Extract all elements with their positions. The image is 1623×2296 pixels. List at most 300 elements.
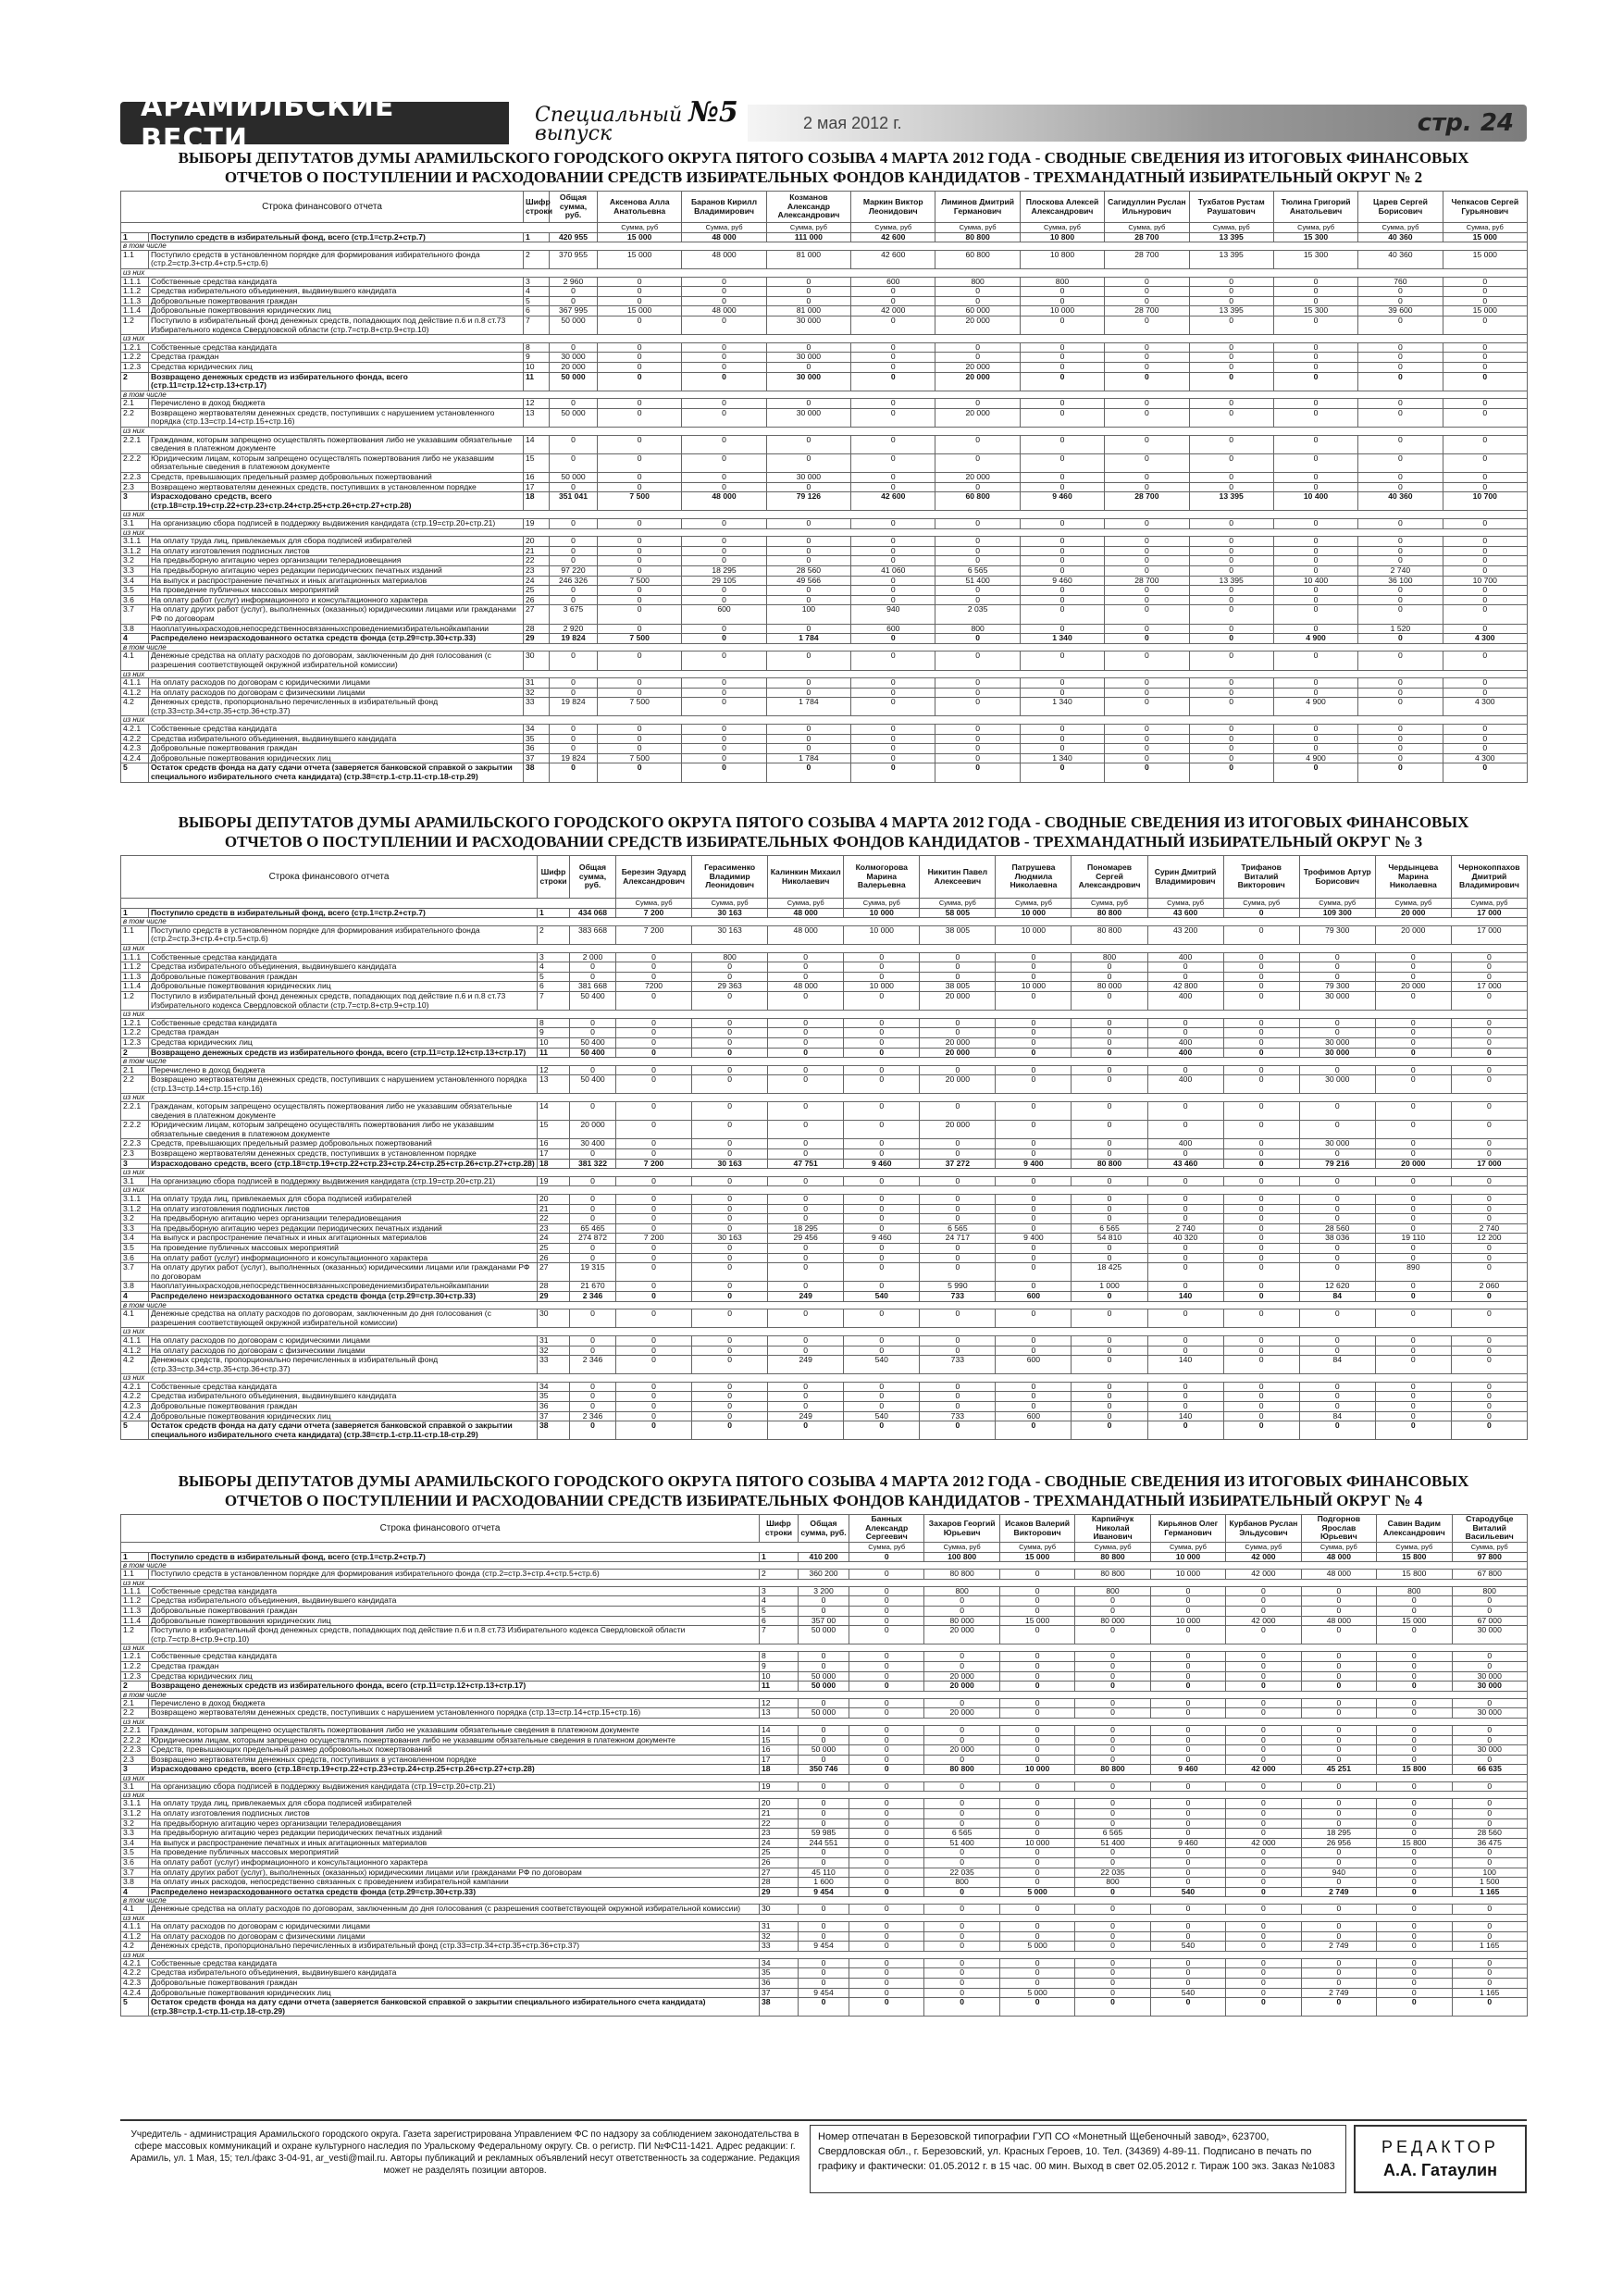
row-value: 0 — [1223, 1234, 1299, 1244]
row-value: 0 — [1189, 353, 1273, 363]
row-value: 0 — [849, 1878, 924, 1888]
row-value: 2 740 — [1147, 1223, 1223, 1234]
row-value: 0 — [849, 1858, 924, 1868]
unit-label: Сумма, руб — [999, 1543, 1074, 1553]
finance-table — [120, 855, 1528, 1440]
table-row — [121, 634, 1528, 644]
row-value: 6 565 — [1072, 1223, 1147, 1234]
row-label: На предвыборную агитацию через организации телерадиовещания — [149, 1818, 760, 1829]
row-value: 0 — [999, 1661, 1074, 1671]
row-value: 0 — [1273, 277, 1357, 287]
row-value: 0 — [1189, 688, 1273, 698]
table-row — [121, 1606, 1528, 1616]
row-value: 42 000 — [1226, 1838, 1301, 1848]
row-value: 0 — [598, 678, 682, 689]
row-value: 0 — [692, 1243, 768, 1253]
row-value: 0 — [1358, 399, 1443, 409]
row-value: 0 — [692, 1204, 768, 1214]
row-value: 0 — [1443, 678, 1527, 689]
header-label: Строка финансового отчета — [121, 856, 538, 899]
row-value: 0 — [924, 1905, 999, 1915]
row-value: 0 — [1020, 595, 1104, 605]
row-total: 50 000 — [799, 1626, 849, 1644]
row-value: 79 126 — [766, 492, 850, 511]
row-value: 0 — [1223, 1223, 1299, 1234]
row-code: 9 — [538, 1028, 570, 1038]
row-code: 35 — [524, 734, 550, 744]
row-value: 0 — [1358, 316, 1443, 334]
row-label: Добровольные пожертвования юридических лиц — [149, 753, 524, 763]
table-row — [121, 1887, 1528, 1897]
row-value: 0 — [598, 763, 682, 782]
row-value: 0 — [1358, 482, 1443, 492]
row-value: 0 — [1072, 1291, 1147, 1301]
candidate-name: Банных Александр Сергеевич — [849, 1515, 924, 1543]
table-row — [121, 1878, 1528, 1888]
row-value: 0 — [692, 1356, 768, 1374]
row-code: 14 — [760, 1725, 799, 1735]
row-total: 0 — [570, 1149, 616, 1160]
row-number: 4.2.3 — [121, 744, 149, 754]
row-value: 0 — [682, 287, 766, 297]
row-value: 0 — [1377, 1988, 1452, 1998]
row-value: 0 — [1147, 1121, 1223, 1139]
report-district-3 — [120, 813, 1527, 1440]
subheading: из них — [121, 1328, 1528, 1336]
row-value: 0 — [996, 1392, 1072, 1402]
row-value: 0 — [598, 473, 682, 483]
table-row — [121, 316, 1528, 334]
row-value: 0 — [682, 652, 766, 670]
row-value: 0 — [1223, 1048, 1299, 1058]
row-value: 0 — [1377, 1868, 1452, 1878]
row-value: 0 — [1375, 1309, 1451, 1328]
row-value: 0 — [935, 586, 1020, 596]
row-value: 40 360 — [1358, 250, 1443, 268]
row-value: 0 — [1105, 763, 1189, 782]
row-value: 0 — [1375, 1411, 1451, 1421]
row-number: 4.2.4 — [121, 1411, 149, 1421]
row-label: Возвращено жертвователям денежных средств, поступивших в установленном порядке — [149, 1149, 538, 1160]
row-value: 0 — [1189, 698, 1273, 716]
row-value: 0 — [849, 1755, 924, 1765]
row-value: 0 — [1223, 1253, 1299, 1263]
row-value: 0 — [849, 1570, 924, 1580]
row-value: 0 — [1299, 1065, 1375, 1075]
row-label: На оплату расходов по договорам с юридическими лицами — [149, 678, 524, 689]
row-total: 357 00 — [799, 1616, 849, 1626]
row-value: 0 — [1377, 1887, 1452, 1897]
row-value: 0 — [1299, 1263, 1375, 1282]
candidate-name: Лиминов Дмитрий Германович — [935, 192, 1020, 223]
row-code: 11 — [524, 372, 550, 391]
row-value: 0 — [1452, 1968, 1527, 1979]
row-code: 32 — [524, 688, 550, 698]
row-value: 0 — [849, 1998, 924, 2017]
table-row — [121, 1204, 1528, 1214]
row-value: 0 — [1451, 1149, 1527, 1160]
row-value: 0 — [1223, 1139, 1299, 1149]
row-value: 30 000 — [766, 372, 850, 391]
row-number: 2.3 — [121, 1755, 149, 1765]
row-value: 20 000 — [1375, 982, 1451, 992]
table-row — [121, 725, 1528, 735]
row-value: 0 — [1443, 763, 1527, 782]
row-value: 0 — [1150, 1671, 1225, 1682]
row-value: 13 395 — [1189, 576, 1273, 586]
row-value: 0 — [1020, 453, 1104, 472]
row-value: 0 — [1105, 556, 1189, 566]
row-code: 14 — [524, 435, 550, 453]
row-value: 0 — [1443, 537, 1527, 547]
row-number: 4.1.1 — [121, 1922, 149, 1932]
row-value: 0 — [1223, 952, 1299, 962]
row-label: На оплату расходов по договорам с физическими лицами — [149, 688, 524, 698]
row-value: 0 — [598, 688, 682, 698]
row-label: Средства избирательного объединения, выдвинувшего кандидата — [149, 1968, 760, 1979]
row-label: Израсходовано средств, всего (стр.18=стр.19+стр.22+стр.23+стр.24+стр.25+стр.26+стр.27+стр.28) — [149, 1765, 760, 1775]
row-value: 890 — [1375, 1263, 1451, 1282]
row-value: 0 — [766, 435, 850, 453]
row-value: 0 — [1299, 1253, 1375, 1263]
table-row — [121, 1671, 1528, 1682]
row-value: 0 — [844, 1346, 920, 1356]
row-value: 0 — [1072, 1065, 1147, 1075]
table-row — [121, 1253, 1528, 1263]
row-value: 0 — [1075, 1968, 1150, 1979]
row-value: 0 — [1105, 546, 1189, 556]
row-code: 17 — [524, 482, 550, 492]
table-row — [121, 1421, 1528, 1440]
row-value: 0 — [692, 1037, 768, 1048]
row-label: Средства избирательного объединения, выдвинувшего кандидата — [149, 287, 524, 297]
row-number: 4.2 — [121, 1356, 149, 1374]
row-value: 0 — [1226, 1606, 1301, 1616]
row-code: 24 — [524, 576, 550, 586]
row-value: 20 000 — [1375, 908, 1451, 918]
row-value: 0 — [924, 1661, 999, 1671]
row-value: 0 — [1299, 1102, 1375, 1121]
row-value: 2 749 — [1301, 1887, 1376, 1897]
row-value: 38 036 — [1299, 1234, 1375, 1244]
row-value: 0 — [1443, 688, 1527, 698]
row-total: 246 326 — [550, 576, 598, 586]
row-value: 0 — [1301, 1905, 1376, 1915]
row-value: 0 — [1189, 565, 1273, 576]
row-value: 0 — [844, 1309, 920, 1328]
row-value: 0 — [598, 744, 682, 754]
row-label: Средств, превышающих предельный размер добровольных пожертвований — [149, 1745, 760, 1756]
row-value: 0 — [1452, 1799, 1527, 1809]
row-value: 0 — [766, 546, 850, 556]
row-number: 2.1 — [121, 1698, 149, 1708]
row-total: 0 — [550, 519, 598, 529]
table-row — [121, 1028, 1528, 1038]
row-number: 1.2.2 — [121, 353, 149, 363]
row-value: 0 — [1301, 1858, 1376, 1868]
row-number: 4.1 — [121, 1309, 149, 1328]
row-value: 0 — [1375, 1382, 1451, 1392]
row-code: 24 — [538, 1234, 570, 1244]
row-value: 67 000 — [1452, 1616, 1527, 1626]
row-value: 0 — [768, 1176, 844, 1186]
row-value: 10 000 — [999, 1838, 1074, 1848]
row-value: 0 — [1443, 652, 1527, 670]
row-value: 0 — [1020, 353, 1104, 363]
row-value: 0 — [616, 1392, 692, 1402]
row-code: 20 — [538, 1195, 570, 1205]
row-value: 0 — [844, 1065, 920, 1075]
row-number: 4 — [121, 1887, 149, 1897]
row-label: Поступило в избирательный фонд денежных средств, попадающих под действие п.6 и п.8 ст.73 Избирательного кодекса Свердловской области (стр.7=стр.8+стр.9+стр.10) — [149, 316, 524, 334]
row-value: 0 — [1451, 962, 1527, 973]
row-value: 0 — [844, 1075, 920, 1094]
row-value: 0 — [1189, 753, 1273, 763]
row-number: 2.2.1 — [121, 1725, 149, 1735]
row-value: 0 — [1358, 652, 1443, 670]
row-value: 400 — [1147, 1048, 1223, 1058]
row-value: 0 — [924, 1958, 999, 1968]
row-value: 0 — [598, 372, 682, 391]
row-value: 0 — [616, 1139, 692, 1149]
row-code: 23 — [524, 565, 550, 576]
row-value: 0 — [1226, 1958, 1301, 1968]
row-code: 12 — [760, 1698, 799, 1708]
row-value: 0 — [996, 1346, 1072, 1356]
row-code: 7 — [538, 991, 570, 1010]
row-value: 0 — [1375, 1028, 1451, 1038]
row-value: 0 — [1189, 763, 1273, 782]
row-value: 0 — [1452, 1661, 1527, 1671]
row-value: 0 — [616, 1346, 692, 1356]
row-code: 11 — [538, 1048, 570, 1058]
row-value: 0 — [1223, 1346, 1299, 1356]
row-total: 3 200 — [799, 1586, 849, 1596]
row-value: 0 — [844, 1214, 920, 1224]
candidate-name: Герасименко Владимир Леонидович — [692, 856, 768, 899]
row-label: Денежных средств, пропорционально перечисленных в избирательный фонд (стр.33=стр.34+стр.35+стр.36+стр.37) — [149, 1942, 760, 1952]
row-value: 20 000 — [1375, 1159, 1451, 1169]
row-value: 0 — [851, 435, 935, 453]
row-total: 0 — [570, 1065, 616, 1075]
row-total: 0 — [570, 1195, 616, 1205]
row-value: 0 — [598, 482, 682, 492]
row-label: Средства избирательного объединения, выдвинувшего кандидата — [149, 734, 524, 744]
row-label: Гражданам, которым запрещено осуществлять пожертвования либо не указавшим обязательные сведения в платежном документе — [149, 1102, 538, 1121]
row-value: 0 — [1226, 1745, 1301, 1756]
row-code: 16 — [760, 1745, 799, 1756]
row-value: 67 800 — [1452, 1570, 1527, 1580]
row-value: 0 — [616, 1195, 692, 1205]
row-value: 0 — [1358, 473, 1443, 483]
row-value: 2 035 — [935, 605, 1020, 624]
table-row — [121, 1725, 1528, 1735]
row-value: 0 — [1273, 473, 1357, 483]
row-value: 80 800 — [1075, 1570, 1150, 1580]
row-total: 0 — [799, 1735, 849, 1745]
row-value: 0 — [1377, 1858, 1452, 1868]
row-value: 0 — [996, 1028, 1072, 1038]
row-value: 0 — [844, 1139, 920, 1149]
row-value: 84 — [1299, 1356, 1375, 1374]
row-value: 0 — [924, 1968, 999, 1979]
row-total: 0 — [570, 962, 616, 973]
unit-label: Сумма, руб — [1105, 223, 1189, 233]
row-label: На оплату работ (услуг) информационного и консультационного характера — [149, 595, 524, 605]
row-value: 0 — [1147, 1402, 1223, 1412]
row-value: 10 000 — [1020, 306, 1104, 316]
row-value: 0 — [935, 744, 1020, 754]
row-number: 1.1 — [121, 925, 149, 944]
row-value: 0 — [766, 519, 850, 529]
row-label: На оплату расходов по договорам с юридическими лицами — [149, 1922, 760, 1932]
row-value: 0 — [598, 725, 682, 735]
row-value: 0 — [1189, 342, 1273, 353]
table-row — [121, 1382, 1528, 1392]
row-label: Средства граждан — [149, 1028, 538, 1038]
row-value: 0 — [1301, 1596, 1376, 1607]
row-value: 0 — [844, 1382, 920, 1392]
row-total: 9 454 — [799, 1887, 849, 1897]
row-value: 15 000 — [598, 232, 682, 242]
row-value: 0 — [1075, 1708, 1150, 1719]
row-value: 0 — [1223, 1411, 1299, 1421]
row-value: 0 — [1375, 991, 1451, 1010]
row-value: 0 — [1020, 652, 1104, 670]
row-value: 0 — [1189, 595, 1273, 605]
row-value: 0 — [1273, 734, 1357, 744]
row-code: 34 — [760, 1958, 799, 1968]
row-total: 0 — [799, 1799, 849, 1809]
row-value: 0 — [1299, 972, 1375, 982]
row-value: 0 — [1075, 1942, 1150, 1952]
row-value: 20 000 — [924, 1626, 999, 1644]
row-value: 0 — [1443, 519, 1527, 529]
row-number: 1.1.3 — [121, 972, 149, 982]
row-value: 0 — [1443, 624, 1527, 634]
row-value: 0 — [1451, 1263, 1527, 1282]
row-value: 7 200 — [616, 908, 692, 918]
row-value: 0 — [1375, 1346, 1451, 1356]
row-value: 0 — [924, 1978, 999, 1988]
row-value: 0 — [1377, 1998, 1452, 2017]
row-value: 0 — [1375, 1214, 1451, 1224]
row-value: 0 — [616, 1253, 692, 1263]
row-label: На проведение публичных массовых мероприятий — [149, 586, 524, 596]
row-value: 0 — [996, 1102, 1072, 1121]
row-label: Распределено неизрасходованного остатка средств фонда (стр.29=стр.30+стр.33) — [149, 634, 524, 644]
row-value: 0 — [1020, 624, 1104, 634]
candidate-name: Березин Эдуард Александрович — [616, 856, 692, 899]
row-value: 0 — [766, 725, 850, 735]
row-value: 0 — [999, 1735, 1074, 1745]
row-value: 2 749 — [1301, 1942, 1376, 1952]
row-value: 0 — [1452, 1848, 1527, 1858]
row-value: 0 — [1075, 1931, 1150, 1942]
unit-label: Сумма, руб — [1443, 223, 1527, 233]
row-value: 28 700 — [1105, 492, 1189, 511]
row-value: 15 800 — [1377, 1838, 1452, 1848]
row-value: 0 — [851, 652, 935, 670]
row-value: 400 — [1147, 1075, 1223, 1094]
row-code: 9 — [524, 353, 550, 363]
row-value: 0 — [1358, 698, 1443, 716]
row-value: 37 272 — [920, 1159, 996, 1169]
row-value: 42 600 — [851, 250, 935, 268]
row-value: 0 — [1375, 1121, 1451, 1139]
row-value: 0 — [1273, 595, 1357, 605]
row-number: 3.8 — [121, 624, 149, 634]
row-value: 7 200 — [616, 1159, 692, 1169]
row-label: Денежные средства на оплату расходов по договорам, заключенным до дня голосования (с разрешения соответствующей окружной избирательной комиссии) — [149, 1309, 538, 1328]
row-total: 244 551 — [799, 1838, 849, 1848]
row-label: Перечислено в доход бюджета — [149, 1698, 760, 1708]
row-value: 2 060 — [1451, 1282, 1527, 1292]
row-value: 0 — [768, 1263, 844, 1282]
row-value: 0 — [1443, 277, 1527, 287]
row-value: 0 — [1075, 1698, 1150, 1708]
row-value: 0 — [849, 1978, 924, 1988]
row-value: 0 — [1075, 1725, 1150, 1735]
row-value: 0 — [1377, 1682, 1452, 1692]
row-value: 0 — [1358, 688, 1443, 698]
row-value: 0 — [692, 1402, 768, 1412]
row-value: 0 — [1020, 435, 1104, 453]
row-value: 0 — [1150, 1878, 1225, 1888]
row-value: 0 — [692, 1139, 768, 1149]
table-row — [121, 991, 1528, 1010]
row-total: 19 315 — [570, 1263, 616, 1282]
row-value: 0 — [999, 1745, 1074, 1756]
row-value: 0 — [1443, 595, 1527, 605]
row-total: 21 670 — [570, 1282, 616, 1292]
row-value: 0 — [1377, 1708, 1452, 1719]
row-label: Наоплатуиныхрасходов,непосредственносвязанныхспроведениемизбирательнойкампании — [149, 1282, 538, 1292]
row-value: 0 — [935, 678, 1020, 689]
row-value: 0 — [1301, 1698, 1376, 1708]
row-value: 0 — [1223, 991, 1299, 1010]
row-value: 19 110 — [1375, 1234, 1451, 1244]
row-value: 0 — [996, 1018, 1072, 1028]
row-value: 0 — [1075, 1626, 1150, 1644]
row-value: 100 — [1452, 1868, 1527, 1878]
row-value: 0 — [1072, 972, 1147, 982]
row-value: 0 — [1443, 287, 1527, 297]
row-value: 0 — [1273, 565, 1357, 576]
row-total: 0 — [550, 725, 598, 735]
masthead-bar — [748, 105, 1527, 142]
row-value: 0 — [1377, 1725, 1452, 1735]
row-value: 0 — [1075, 1671, 1150, 1682]
unit-label: Сумма, руб — [1150, 1543, 1225, 1553]
row-value: 0 — [1020, 473, 1104, 483]
row-total: 50 000 — [799, 1745, 849, 1756]
row-label: Собственные средства кандидата — [149, 952, 538, 962]
row-label: Денежные средства на оплату расходов по договорам, заключенным до дня голосования (с разрешения соответствующей окружной избирательной комиссии) — [149, 1905, 760, 1915]
row-label: Средства граждан — [149, 353, 524, 363]
row-value: 0 — [598, 362, 682, 372]
table-row — [121, 576, 1528, 586]
row-code: 32 — [538, 1346, 570, 1356]
row-total: 0 — [799, 1978, 849, 1988]
row-value: 0 — [1273, 342, 1357, 353]
row-label: Собственные средства кандидата — [149, 1382, 538, 1392]
row-value: 0 — [996, 1214, 1072, 1224]
table-row — [121, 1586, 1528, 1596]
row-value: 0 — [1375, 1176, 1451, 1186]
table-row — [121, 250, 1528, 268]
table-row — [121, 1858, 1528, 1868]
